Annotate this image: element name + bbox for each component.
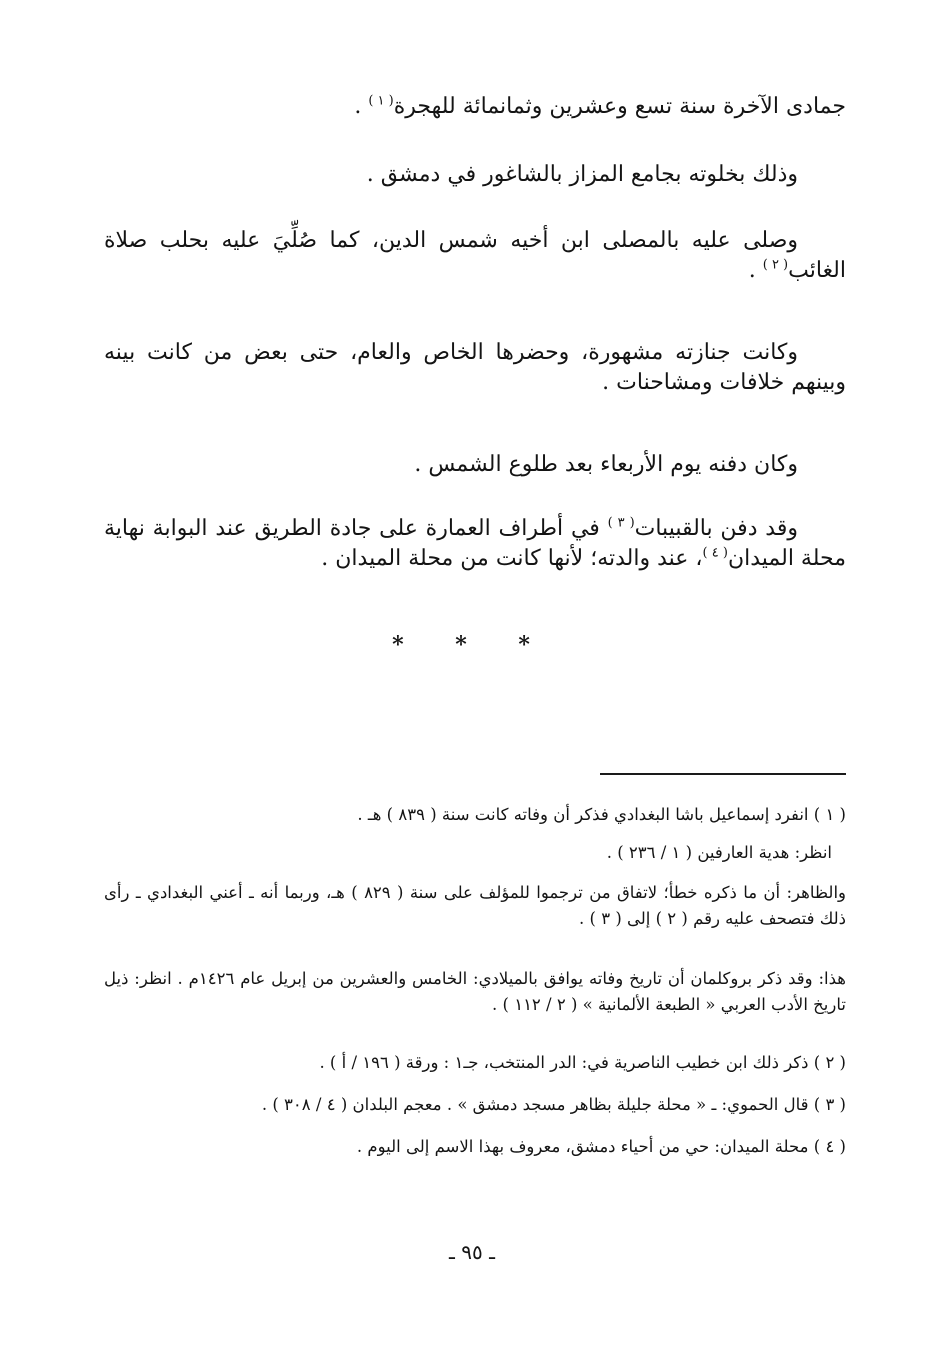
footnote-ref-3: ( ٣ ) (607, 515, 635, 531)
footnote-3: ( ٣ ) قال الحموي: ـ « محلة جليلة بظاهر مسجد دمشق » . معجم البلدان ( ٤ / ٣٠٨ ) . (261, 1095, 846, 1114)
footnote-ref-4: ( ٤ ) (702, 545, 728, 561)
paragraph-4-text: وكانت جنازته مشهورة، وحضرها الخاص والعام، حتى بعض من كانت بينه وبينهم خلافات ومشاحنات . (104, 340, 846, 395)
paragraph-1-text: جمادى الآخرة سنة تسع وعشرين وثمانمائة للهجرة (393, 94, 846, 119)
paragraph-2 (104, 160, 846, 190)
paragraph-6-text-b: في أطراف العمارة على جادة الطريق عند البوابة نهاية محلة الميدان (104, 516, 846, 571)
paragraph-6-text-c: ، عند والدته؛ لأنها كانت من محلة الميدان . (321, 546, 703, 571)
footnote-1-brockelmann-text: هذا: وقد ذكر بروكلمان أن تاريخ وفاته يوافق بالميلادي: الخامس والعشرين من إبريل عام ١٤٢٦م . انظر: ذيل تاريخ الأدب العربي « الطبعة الألمانية » ( ٢ / ١١٢ ) . (104, 969, 846, 1014)
footnote-4: ( ٤ ) محلة الميدان: حي من أحياء دمشق، معروف بهذا الاسم إلى اليوم . (356, 1137, 846, 1156)
paragraph-4 (104, 338, 846, 398)
paragraph-6-text-a: وقد دفن بالقبيبات (634, 516, 798, 541)
paragraph-1 (104, 92, 846, 122)
paragraph-6 (104, 514, 846, 574)
section-separator: * * * (392, 632, 552, 658)
footnote-2: ( ٢ ) ذكر ذلك ابن خطيب الناصرية في: الدر المنتخب، جـ١ : ورقة ( ١٩٦ / أ ) . (319, 1053, 846, 1072)
footnote-ref-1: ( ١ ) (368, 93, 394, 109)
footnote-1-note-text: والظاهر: أن ما ذكره خطأ؛ لاتفاق من ترجموا للمؤلف على سنة ( ٨٢٩ ) هـ، وربما أنه ـ أعني البغدادي ـ رأى ذلك فتصحف عليه رقم ( ٢ ) إلى ( ٣ ) . (104, 883, 846, 928)
paragraph-2-text: وذلك بخلوته بجامع المزاز بالشاغور في دمشق . (366, 162, 798, 187)
footnote-divider (600, 773, 846, 775)
footnote-1-source (104, 840, 846, 866)
footnote-ref-2: ( ٢ ) (762, 257, 789, 273)
paragraph-5 (104, 450, 846, 480)
footnote-1: ( ١ ) انفرد إسماعيل باشا البغدادي فذكر أن وفاته كانت سنة ( ٨٣٩ ) هـ . (357, 805, 846, 824)
footnote-1-brockelmann (104, 966, 846, 1018)
footnote-1-source-text: انظر: هدية العارفين ( ١ / ٢٣٦ ) . (606, 843, 832, 862)
paragraph-3-end: . (748, 258, 763, 283)
page-number: ـ ٩٥ ـ (449, 1240, 495, 1264)
paragraph-3-text: وصلى عليه بالمصلى ابن أخيه شمس الدين، كما صُلِّيَ عليه بحلب صلاة الغائب (104, 228, 846, 283)
footnote-1-note (104, 880, 846, 932)
paragraph-1-end: . (354, 94, 369, 119)
paragraph-5-text: وكان دفنه يوم الأربعاء بعد طلوع الشمس . (414, 452, 798, 477)
paragraph-3 (104, 226, 846, 286)
